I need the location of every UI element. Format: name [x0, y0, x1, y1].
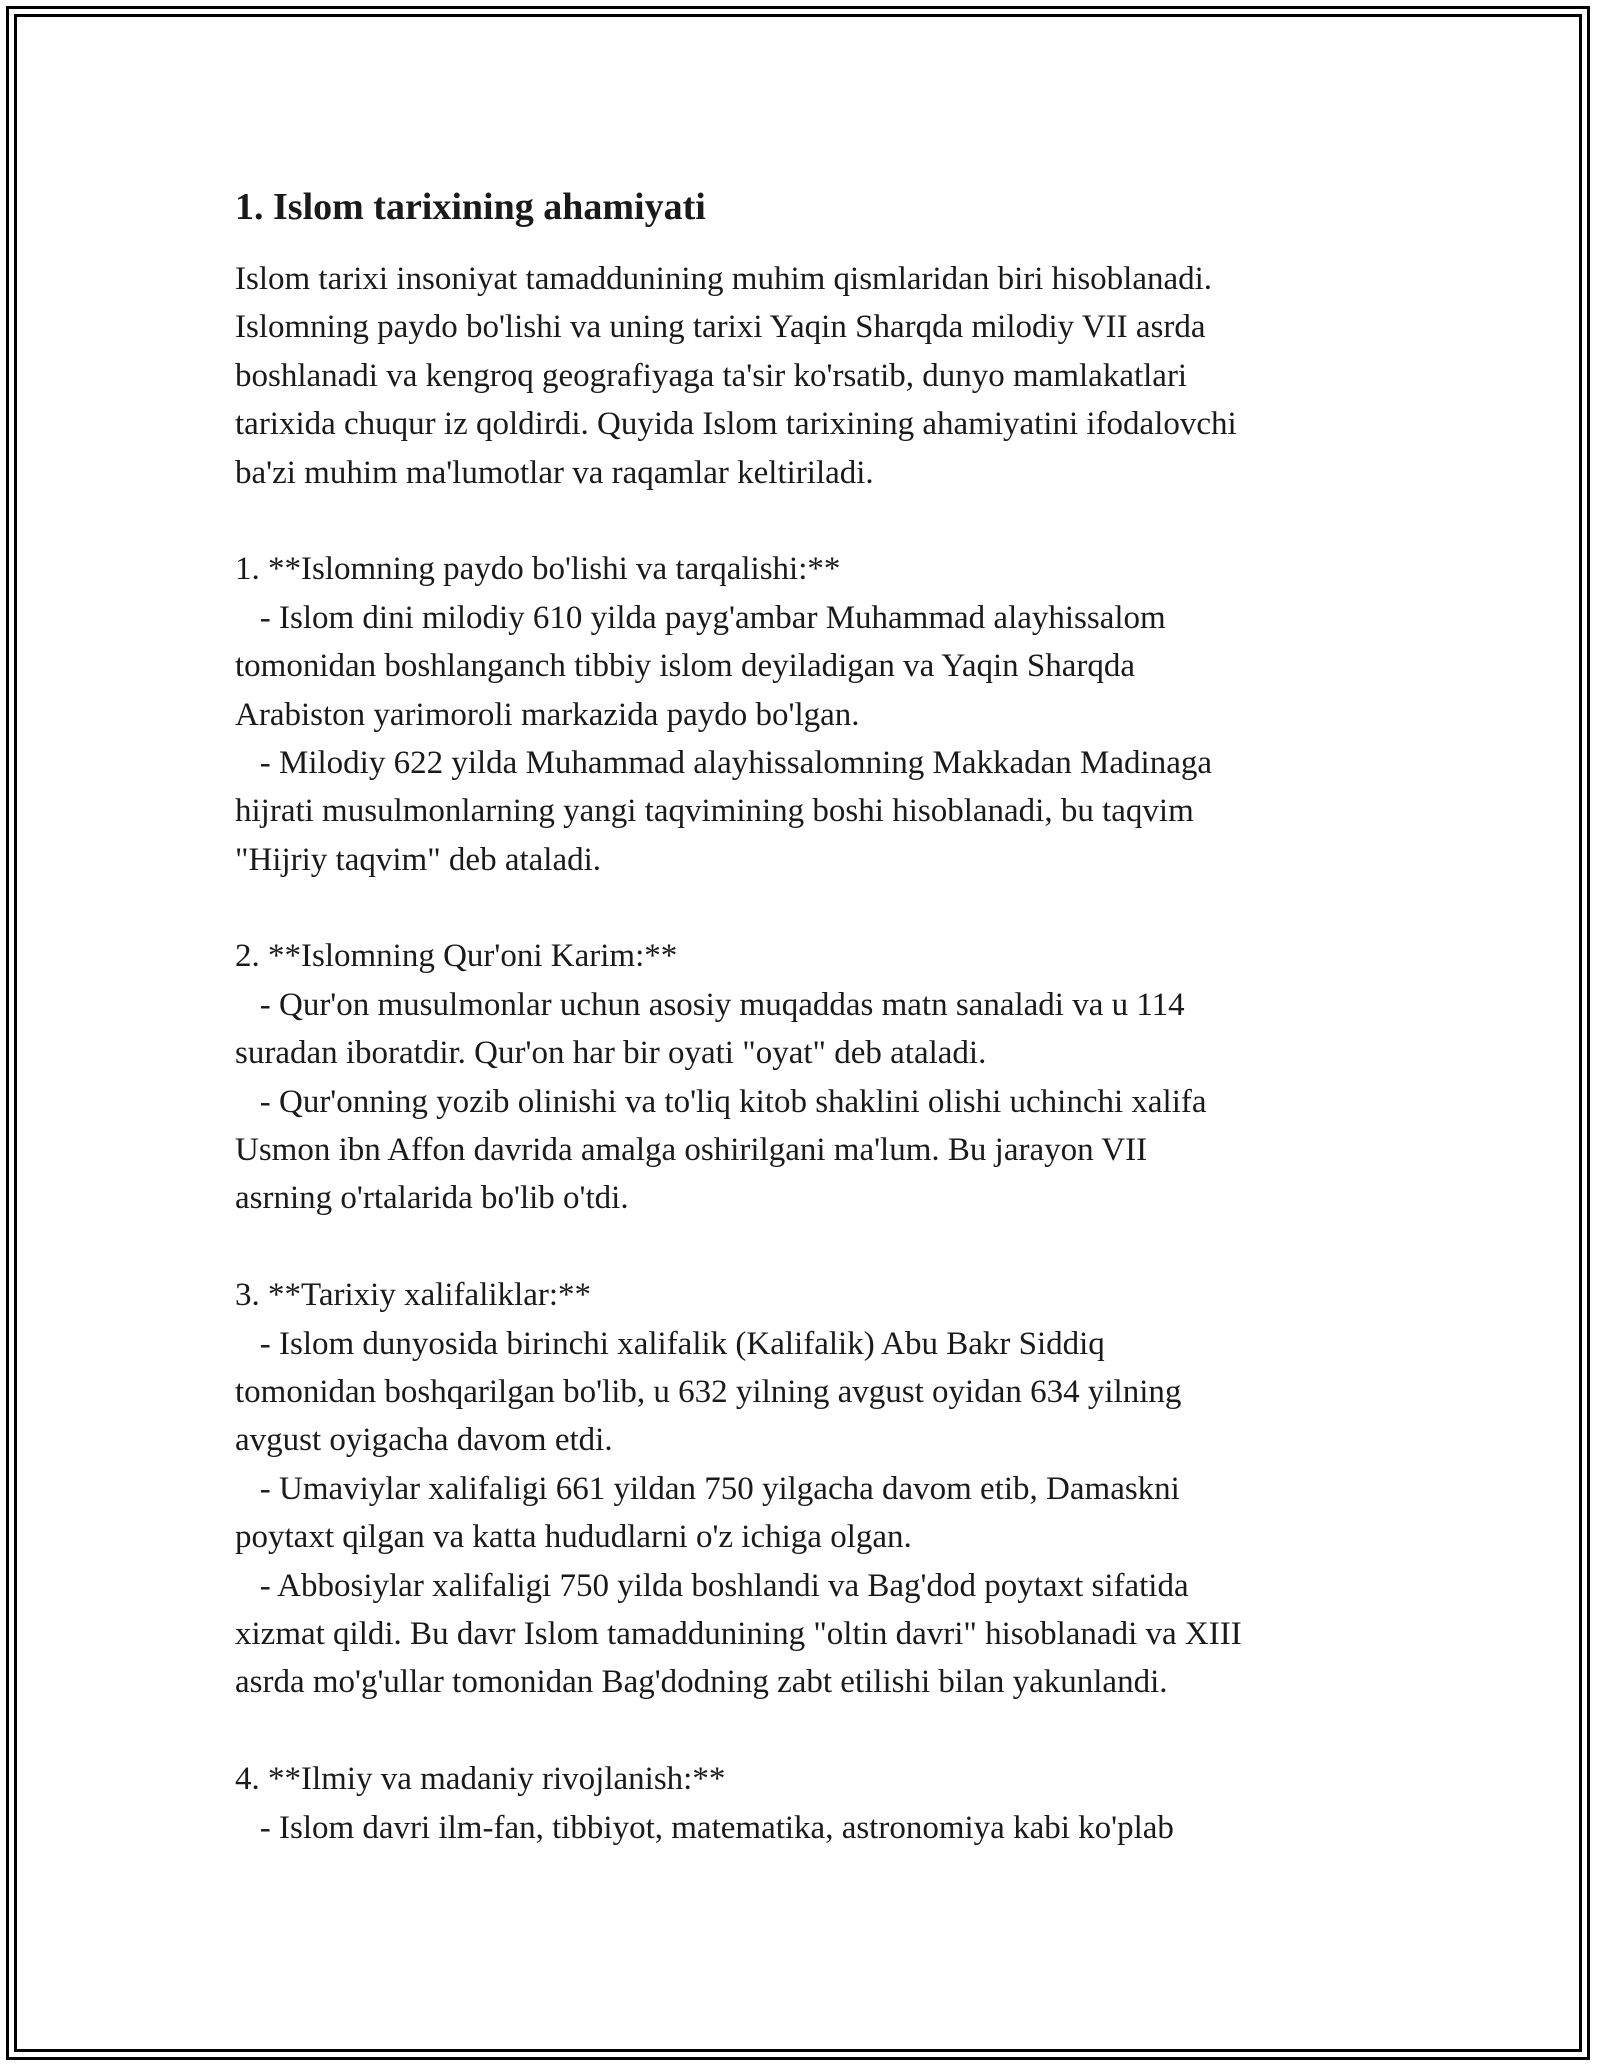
text-line: - Qur'on musulmonlar uchun asosiy muqaddas matn sanaladi va u 114 — [235, 986, 1185, 1023]
blank-line — [235, 1223, 1365, 1271]
text-line: hijrati musulmonlarning yangi taqvimining boshi hisoblanadi, bu taqvim — [235, 793, 1194, 830]
text-line: boshlanadi va kengroq geografiyaga ta'sir ko'rsatib, dunyo mamlakatlari — [235, 357, 1188, 394]
text-line: Islomning paydo bo'lishi va uning tarixi Yaqin Sharqda milodiy VII asrda — [235, 309, 1206, 346]
text-line: tarixida chuqur iz qoldirdi. Quyida Islom tarixining ahamiyatini ifodalovchi — [235, 406, 1237, 443]
text-line: - Umaviylar xalifaligi 661 yildan 750 yilgacha davom etib, Damaskni — [235, 1470, 1180, 1507]
text-line: - Islom dunyosida birinchi xalifalik (Kalifalik) Abu Bakr Siddiq — [235, 1325, 1105, 1362]
text-line: "Hijriy taqvim" deb ataladi. — [235, 841, 602, 878]
text-line: Islom tarixi insoniyat tamaddunining muhim qismlaridan biri hisoblanadi. — [235, 261, 1213, 297]
text-line: - Milodiy 622 yilda Muhammad alayhissalomning Makkadan Madinaga — [235, 744, 1212, 781]
text-line: xizmat qildi. Bu davr Islom tamaddunining "oltin davri" hisoblanadi va XIII — [235, 1615, 1242, 1652]
text-line: 1. **Islomning paydo bo'lishi va tarqalishi:** — [235, 551, 841, 588]
text-line: asrning o'rtalarida bo'lib o'tdi. — [235, 1180, 629, 1217]
text-line: - Islom davri ilm-fan, tibbiyot, matematika, astronomiya kabi ko'plab — [235, 1809, 1174, 1846]
text-line: - Qur'onning yozib olinishi va to'liq kitob shaklini olishi uchinchi xalifa — [235, 1083, 1207, 1120]
text-line: Usmon ibn Affon davrida amalga oshirilgani ma'lum. Bu jarayon VII — [235, 1132, 1148, 1169]
text-line: ba'zi muhim ma'lumotlar va raqamlar keltiriladi. — [235, 454, 874, 491]
document-body — [235, 183, 1365, 1852]
text-line: - Abbosiylar xalifaligi 750 yilda boshlandi va Bag'dod poytaxt sifatida — [235, 1567, 1189, 1604]
text-line: Arabiston yarimoroli markazida paydo bo'lgan. — [235, 696, 860, 733]
text-line: suradan iboratdir. Qur'on har bir oyati "oyat" deb ataladi. — [235, 1035, 987, 1072]
text-line: poytaxt qilgan va katta hududlarni o'z ichiga olgan. — [235, 1519, 912, 1556]
blank-line — [235, 884, 1365, 932]
text-line: 2. **Islomning Qur'oni Karim:** — [235, 938, 678, 975]
text-line: - Islom dini milodiy 610 yilda payg'ambar Muhammad alayhissalom — [235, 599, 1166, 636]
text-line: 3. **Tarixiy xalifaliklar:** — [235, 1277, 592, 1314]
text-line: tomonidan boshqarilgan bo'lib, u 632 yilning avgust oyidan 634 yilning — [235, 1373, 1182, 1410]
document-text — [235, 255, 1365, 1852]
section-heading: 1. Islom tarixining ahamiyati — [235, 186, 706, 228]
text-line: tomonidan boshlanganch tibbiy islom deyiladigan va Yaqin Sharqda — [235, 648, 1136, 685]
blank-line — [235, 1707, 1365, 1755]
text-line: 4. **Ilmiy va madaniy rivojlanish:** — [235, 1761, 726, 1798]
text-line: asrda mo'g'ullar tomonidan Bag'dodning zabt etilishi bilan yakunlandi. — [235, 1664, 1168, 1701]
blank-line — [235, 497, 1365, 545]
text-line: avgust oyigacha davom etdi. — [235, 1422, 613, 1459]
